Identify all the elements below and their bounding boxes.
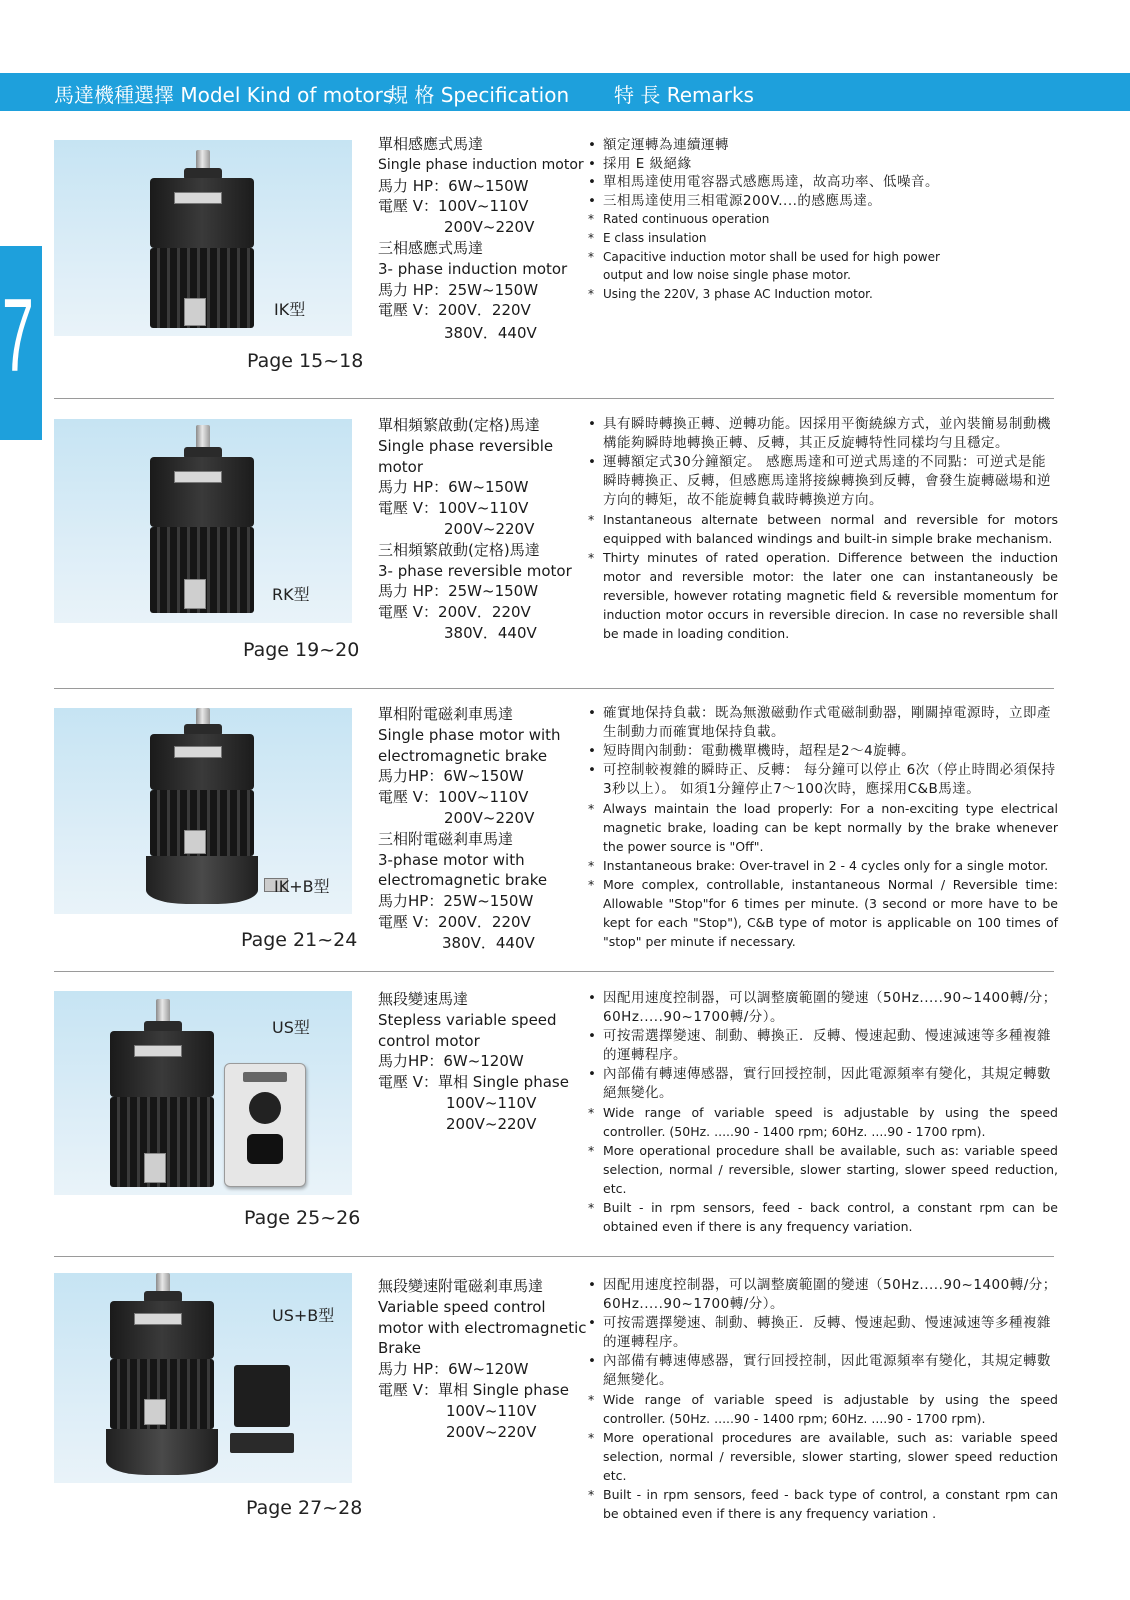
remark-item: • 內部備有轉速傳感器，實行回授控制，因此電源頻率有變化，其規定轉數絕無變化。 <box>588 1352 1058 1390</box>
us-model-label: US型 <box>272 1018 310 1037</box>
ikb-spec <box>378 704 598 954</box>
spec-line: 電壓 V：100V~110V <box>378 788 529 807</box>
remark-item: * Wide range of variable speed is adjustable by using the speed controller. (50Hz. .....90 - 1400 rpm; 60Hz. ....90 - 1700 rpm). <box>588 1390 1058 1428</box>
ikb-page-ref: Page 21~24 <box>241 929 358 951</box>
ik-spec <box>378 134 598 344</box>
spec-line: control motor <box>378 1031 480 1050</box>
spec-line: 電壓 V：100V~110V <box>378 197 529 216</box>
rk-model-label: RK型 <box>272 585 310 604</box>
remark-item: * Wide range of variable speed is adjustable by using the speed controller. (50Hz. .....90 - 1400 rpm; 60Hz. ....90 - 1700 rpm). <box>588 1103 1058 1141</box>
spec-line: 380V．440V <box>442 933 535 952</box>
remark-item: • 三相馬達使用三相電源200V....的感應馬達。 <box>588 192 948 211</box>
spec-line: Stepless variable speed <box>378 1010 557 1029</box>
spec-line: 電壓 V：100V~110V <box>378 499 529 518</box>
spec-line: 3- phase reversible motor <box>378 561 572 580</box>
usb-spec <box>378 1276 598 1442</box>
ikb-remarks <box>588 704 1058 951</box>
remark-item: • 運轉額定式30分鐘額定。 感應馬達和可逆式馬達的不同點：可逆式是能瞬時轉換正、反轉，但感應馬達將接線轉換到反轉，會發生旋轉磁場和逆方向的轉矩，故不能旋轉負載時轉換逆方向。 <box>588 453 1058 510</box>
section-divider <box>54 1256 1054 1257</box>
remark-item: • 內部備有轉速傳感器，實行回授控制，因此電源頻率有變化，其規定轉數絕無變化。 <box>588 1065 1058 1103</box>
spec-line: motor <box>378 457 424 476</box>
brake-relay-image <box>234 1365 290 1427</box>
remark-item: • 採用 E 級絕緣 <box>588 155 948 174</box>
spec-line: 3- phase induction motor <box>378 259 568 278</box>
remark-item: * Built - in rpm sensors, feed - back control, a constant rpm can be obtained even if there is any frequency variation. <box>588 1198 1058 1236</box>
remark-item: • 具有瞬時轉換正轉、逆轉功能。因採用平衡繞線方式，並內裝簡易制動機構能夠瞬時地轉換正轉、反轉，其正反旋轉特性同樣均勻且穩定。 <box>588 415 1058 453</box>
remark-item: * More operational procedures are available, such as: variable speed selection, normal / reversible, slower starting, slower speed reduction etc. <box>588 1428 1058 1485</box>
ik-motor-photo <box>54 140 352 336</box>
spec-line: 馬力HP：6W~150W <box>378 767 524 786</box>
remark-item: • 可控制較複雜的瞬時正、反轉： 每分鐘可以停止 6次（停止時間必須保持3秒以上）。 如須1分鐘停止7～100次時，應採用C&B馬達。 <box>588 761 1058 799</box>
chapter-tab <box>0 246 42 440</box>
spec-line: 3-phase motor with <box>378 850 525 869</box>
section-divider <box>54 398 1054 399</box>
remark-item: • 因配用速度控制器，可以調整廣範圍的變速（50Hz.....90~1400轉/分；60Hz.....90~1700轉/分）。 <box>588 1276 1058 1314</box>
spec-line: 無段變速附電磁剎車馬達 <box>378 1277 544 1295</box>
spec-line: 100V~110V <box>446 1401 537 1420</box>
section-divider <box>54 971 1054 972</box>
spec-line: Single phase reversible <box>378 436 554 455</box>
spec-line: 馬力 HP：6W~150W <box>378 176 529 195</box>
section-divider <box>54 688 1054 689</box>
spec-line: 電壓 V：單相 Single phase <box>378 1380 569 1399</box>
speed-controller-image <box>224 1063 306 1187</box>
chapter-number: 7 <box>2 278 34 394</box>
remark-item: * More operational procedure shall be available, such as: variable speed selection, normal / reversible, slower starting, slower speed reduction, etc. <box>588 1141 1058 1198</box>
spec-line: 單相附電磁剎車馬達 <box>378 705 514 723</box>
usb-remarks <box>588 1276 1058 1523</box>
relay-socket-image <box>230 1433 294 1453</box>
remark-item: * Thirty minutes of rated operation. Difference between the induction motor and reversible motor: the later one can instantaneously be reversible, however rotating magnetic field & reversible momentum for induction motor occurs in reversible direcion. In case no reversible shall be made in loading condition. <box>588 548 1058 643</box>
spec-line: 馬力 HP：6W~120W <box>378 1360 529 1379</box>
spec-line: Single phase induction motor <box>378 156 584 173</box>
header-remarks: 特 長 Remarks <box>614 83 754 107</box>
spec-line: Brake <box>378 1339 422 1358</box>
spec-line: 三相頻繁啟動(定格)馬達 <box>378 540 540 559</box>
spec-line: 電壓 V：單相 Single phase <box>378 1073 569 1092</box>
remark-item: • 短時間內制動：電動機單機時，超程是2～4旋轉。 <box>588 742 1058 761</box>
remark-item: * Instantaneous brake: Over-travel in 2 - 4 cycles only for a single motor. <box>588 856 1058 875</box>
spec-line: 三相附電磁剎車馬達 <box>378 829 514 848</box>
remark-item: * Capacitive induction motor shall be used for high power output and low noise single phase motor. <box>588 248 948 285</box>
remark-item: * E class insulation <box>588 229 948 248</box>
spec-line: 單相感應式馬達 <box>378 135 484 153</box>
spec-line: 電壓 V：200V．220V <box>378 301 531 320</box>
us-remarks <box>588 989 1058 1236</box>
spec-line: 200V~220V <box>446 1114 537 1133</box>
ik-model-label: IK型 <box>274 300 306 319</box>
remark-item: • 確實地保持負載：既為無激磁動作式電磁制動器，剛關掉電源時，立即產生制動力而確實地保持負載。 <box>588 704 1058 742</box>
remark-item: * Built - in rpm sensors, feed - back type of control, a constant rpm can be obtained even if there is any frequency variation . <box>588 1485 1058 1523</box>
rk-spec <box>378 415 598 644</box>
spec-line: electromagnetic brake <box>378 746 548 765</box>
ik-page-ref: Page 15~18 <box>247 350 364 372</box>
ik-remarks <box>588 136 948 303</box>
spec-line: 馬力HP：6W~120W <box>378 1052 524 1071</box>
spec-line: 200V~220V <box>444 218 535 237</box>
spec-line: 200V~220V <box>444 808 535 827</box>
ikb-model-label: IK+B型 <box>274 877 330 896</box>
remark-item: * More complex, controllable, instantaneous Normal / Reversible time: Allowable "Stop"for 6 times per minute. (3 second or more have to be kept for each "Stop"), C&B type of motor is applicable on 100 times of "stop" per minute if necessary. <box>588 875 1058 951</box>
remark-item: • 額定運轉為連續運轉 <box>588 136 948 155</box>
header-motor-kind: 馬達機種選擇 Model Kind of motors <box>54 83 394 107</box>
spec-line: motor with electromagnetic <box>378 1318 587 1337</box>
remark-item: * Always maintain the load properly: For a non-exciting type electrical magnetic brake, loading can be kept normally by the brake whenever the power source is "Off". <box>588 799 1058 856</box>
spec-line: 380V．440V <box>444 324 537 343</box>
usb-page-ref: Page 27~28 <box>246 1497 363 1519</box>
remark-item: • 可按需選擇變速、制動、轉換正．反轉、慢速起動、慢速減速等多種複雜的運轉程序。 <box>588 1027 1058 1065</box>
spec-line: 馬力 HP：25W~150W <box>378 280 539 299</box>
header-specification: 規 格 Specification <box>388 83 570 107</box>
rk-page-ref: Page 19~20 <box>243 639 360 661</box>
spec-line: 無段變速馬達 <box>378 990 469 1008</box>
spec-line: 馬力 HP：6W~150W <box>378 478 529 497</box>
spec-line: 馬力HP：25W~150W <box>378 892 534 911</box>
spec-line: 電壓 V：200V．220V <box>378 603 531 622</box>
spec-line: 200V~220V <box>446 1422 537 1441</box>
spec-line: 電壓 V：200V．220V <box>378 912 531 931</box>
spec-line: 100V~110V <box>446 1093 537 1112</box>
remark-item: • 單相馬達使用電容器式感應馬達，故高功率、低噪音。 <box>588 173 948 192</box>
remark-item: * Instantaneous alternate between normal and reversible for motors equipped with balanced windings and built-in simple brake mechanism. <box>588 510 1058 548</box>
remark-item: • 因配用速度控制器，可以調整廣範圍的變速（50Hz.....90~1400轉/分；60Hz.....90~1700轉/分）。 <box>588 989 1058 1027</box>
spec-line: Variable speed control <box>378 1297 546 1316</box>
spec-line: 200V~220V <box>444 519 535 538</box>
us-spec <box>378 989 598 1135</box>
spec-line: Single phase motor with <box>378 725 561 744</box>
remark-item: • 可按需選擇變速、制動、轉換正．反轉、慢速起動、慢速減速等多種複雜的運轉程序。 <box>588 1314 1058 1352</box>
spec-line: 單相頻繁啟動(定格)馬達 <box>378 416 540 434</box>
remark-item: * Rated continuous operation <box>588 210 948 229</box>
us-page-ref: Page 25~26 <box>244 1207 361 1229</box>
spec-line: 三相感應式馬達 <box>378 238 484 257</box>
spec-line: electromagnetic brake <box>378 871 548 890</box>
section-header-bar <box>0 73 1130 111</box>
usb-model-label: US+B型 <box>272 1306 335 1325</box>
spec-line: 380V．440V <box>444 623 537 642</box>
spec-line: 馬力 HP：25W~150W <box>378 582 539 601</box>
remark-item: * Using the 220V, 3 phase AC Induction motor. <box>588 285 948 304</box>
rk-remarks <box>588 415 1058 643</box>
